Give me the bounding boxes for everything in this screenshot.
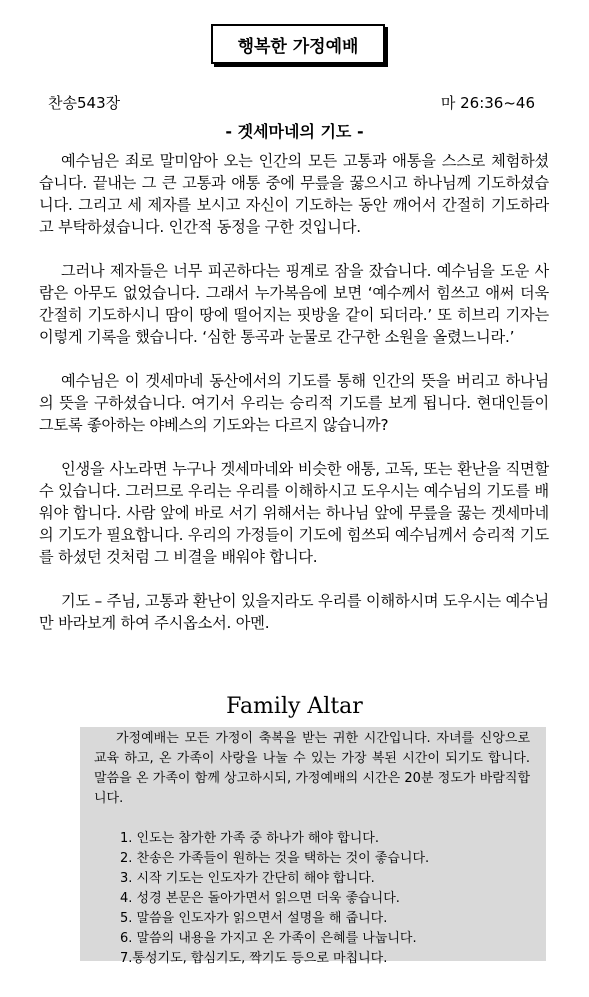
hymn-number: 찬송543장: [48, 94, 121, 112]
sermon-paragraph-4: 인생을 사노라면 누구나 겟세마네와 비슷한 애통, 고독, 또는 환난을 직면할 수 있습니다. 그러므로 우리는 우리를 이해하시고 도우시는 예수님의 기도를 배워야 합니다. 사람 앞에 바로 서기 위해서는 하나님 앞에 무릎을 꿇는 겟세마네의 기도가 필요합니다. 우리의 가정들이 기도에 힘쓰되 예수님께서 승리적 기도를 하셨던 것처럼 그 비결을 배워야 합니다.: [39, 460, 549, 566]
sermon-subtitle: - 겟세마네의 기도 -: [225, 122, 364, 141]
sermon-paragraph-1: 예수님은 죄로 말미암아 오는 인간의 모든 고통과 애통을 스스로 체험하셨습니다. 끝내는 그 큰 고통과 애통 중에 무릎을 꿇으시고 하나님께 기도하셨습니다. 그리고 세 제자를 보시고 자신이 기도하는 동안 깨어서 간절히 기도하라고 부탁하셨습니다. 인간적 동정을 구한 것입니다.: [39, 152, 549, 236]
family-altar-title: Family Altar: [226, 694, 363, 719]
list-item: 6. 말씀의 내용을 가지고 온 가족이 은혜를 나눕니다.: [120, 931, 417, 946]
list-item: 2. 찬송은 가족들이 원하는 것을 택하는 것이 좋습니다.: [120, 851, 430, 866]
list-item: 4. 성경 본문은 돌아가면서 읽으면 더욱 좋습니다.: [120, 891, 400, 906]
scripture-reference: 마 26:36~46: [440, 94, 535, 112]
family-altar-box: [80, 727, 546, 966]
family-altar-intro: 가정예배는 모든 가정이 축복을 받는 귀한 시간입니다. 자녀를 신앙으로 교육 하고, 온 가족이 사랑을 나눌 수 있는 가장 복된 시간이 되기도 합니다. 말씀을 온 가족이 함께 상고하시되, 가정예배의 시간은 20분 정도가 바람직합니다.: [94, 731, 530, 806]
closing-prayer: 기도 – 주님, 고통과 환난이 있을지라도 우리를 이해하시며 도우시는 예수님만 바라보게 하여 주시옵소서. 아멘.: [39, 592, 549, 632]
list-item: 5. 말씀을 인도자가 읽으면서 설명을 해 줍니다.: [120, 911, 388, 926]
list-item: 1. 인도는 참가한 가족 중 하나가 해야 합니다.: [120, 831, 379, 846]
page-title: 행복한 가정예배: [211, 24, 385, 64]
family-altar-steps: [94, 829, 530, 969]
list-item: 7.통성기도, 합심기도, 짝기도 등으로 마칩니다.: [120, 951, 388, 966]
sermon-body: [39, 150, 549, 656]
list-item: 3. 시작 기도는 인도자가 간단히 해야 합니다.: [120, 871, 375, 886]
sermon-paragraph-3: 예수님은 이 겟세마네 동산에서의 기도를 통해 인간의 뜻을 버리고 하나님의 뜻을 구하셨습니다. 여기서 우리는 승리적 기도를 보게 됩니다. 현대인들이 그토록 좋아하는 야베스의 기도와는 다르지 않습니까?: [39, 372, 549, 434]
sermon-paragraph-2: 그러나 제자들은 너무 피곤하다는 핑계로 잠을 잤습니다. 예수님을 도운 사람은 아무도 없었습니다. 그래서 누가복음에 보면 ‘예수께서 힘쓰고 애써 더욱 간절히 기도하시니 땀이 땅에 떨어지는 핏방울 같이 되더라.’ 또 히브리 기자는 이렇게 기록을 했습니다. ‘심한 통곡과 눈물로 간구한 소원을 올렸느니라.’: [39, 262, 549, 346]
